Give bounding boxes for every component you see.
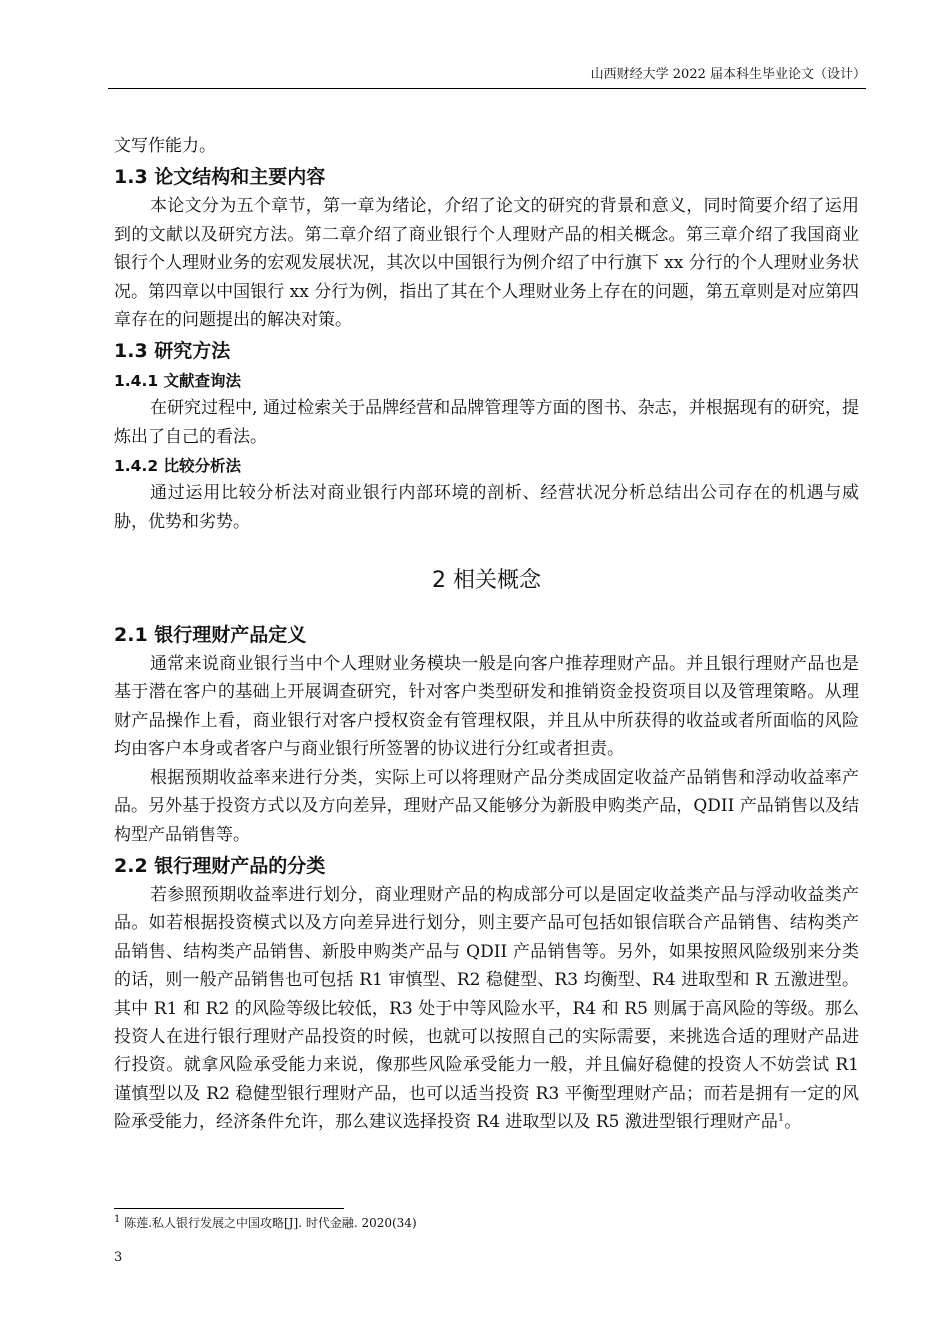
running-header [108,66,866,89]
section-heading-1-3: 1.3 论文结构和主要内容 [114,166,326,189]
paragraph-continuation: 文写作能力。 [114,136,216,156]
chapter-title: 2 相关概念 [432,568,541,594]
section-heading-2-1: 2.1 银行理财产品定义 [114,624,307,647]
footnote-text: 陈莲.私人银行发展之中国攻略[J]. 时代金融. 2020(34) [124,1216,417,1230]
paragraph-definition: 通常来说商业银行当中个人理财业务模块一般是向客户推荐理财产品。并且银行理财产品也是基于潜在客户的基础上开展调查研究，针对客户类型研发和推销资金投资项目以及管理策略。从理财产品操作上看，商业银行对客户授权资金有管理权限，并且从中所获得的收益或者所面临的风险均由客户本身或者客户与商业银行所签署的协议进行分红或者担责。 [114,654,859,760]
footnote-reference[interactable]: 1 [777,1112,785,1124]
paragraph-classification-basis: 根据预期收益率来进行分类，实际上可以将理财产品分类成固定收益产品销售和浮动收益率产品。另外基于投资方式以及方向差异，理财产品又能够分为新股申购类产品，QDII 产品销售以及结构型产品销售等。 [114,767,859,845]
section-heading-2-2: 2.2 银行理财产品的分类 [114,854,326,877]
page-number: 3 [114,1250,123,1265]
footnote-mark: 1 [114,1214,121,1225]
paragraph-classification-tail: 。 [784,1112,802,1133]
paragraph-classification [114,881,859,1137]
subsection-heading-1-4-1: 1.4.1 文献查询法 [114,372,242,391]
body-content [114,132,859,1137]
paragraph-literature: 在研究过程中, 通过检索关于品牌经营和品牌管理等方面的图书、杂志，并根据现有的研究，提炼出了自己的看法。 [114,398,859,447]
footnote-separator [114,1208,344,1209]
paragraph-structure: 本论文分为五个章节，第一章为绪论，介绍了论文的研究的背景和意义，同时简要介绍了运用到的文献以及研究方法。第二章介绍了商业银行个人理财产品的相关概念。第三章介绍了我国商业银行个人理财业务的宏观发展状况，其次以中国银行为例介绍了中行旗下 xx 分行的个人理财业务状况。第四章以中国银行 xx 分行为例，指出了其在个人理财业务上存在的问题，第五章则是对应第四章存在的问题提出的解决对策。 [114,196,859,331]
subsection-heading-1-4-2: 1.4.2 比较分析法 [114,457,242,476]
footnote [114,1214,417,1232]
section-heading-methods: 1.3 研究方法 [114,340,231,363]
paragraph-classification-text: 若参照预期收益率进行划分，商业理财产品的构成部分可以是固定收益类产品与浮动收益类产品。如若根据投资模式以及方向差异进行划分，则主要产品可包括如银信联合产品销售、结构类产品销售、结构类产品销售、新股申购类产品与 QDII 产品销售等。另外，如果按照风险级别来分类的话，则一般产品销售也可包括 R1 审慎型、R2 稳健型、R3 均衡型、R4 进取型和 R 五激进型。其中 R1 和 R2 的风险等级比较低，R3 处于中等风险水平，R4 和 R5 则属于高风险的等级。那么投资人在进行银行理财产品投资的时候，也就可以按照自己的实际需要，来挑选合适的理财产品进行投资。就拿风险承受能力来说，像那些风险承受能力一般，并且偏好稳健的投资人不妨尝试 R1 谨慎型以及 R2 稳健型银行理财产品，也可以适当投资 R3 平衡型理财产品；而若是拥有一定的风险承受能力，经济条件允许，那么建议选择投资 R4 进取型以及 R5 激进型银行理财产品 [114,884,859,1133]
header-title: 山西财经大学 2022 届本科生毕业论文（设计） [590,67,866,82]
paragraph-comparison: 通过运用比较分析法对商业银行内部环境的剖析、经营状况分析总结出公司存在的机遇与威胁，优势和劣势。 [114,483,859,532]
